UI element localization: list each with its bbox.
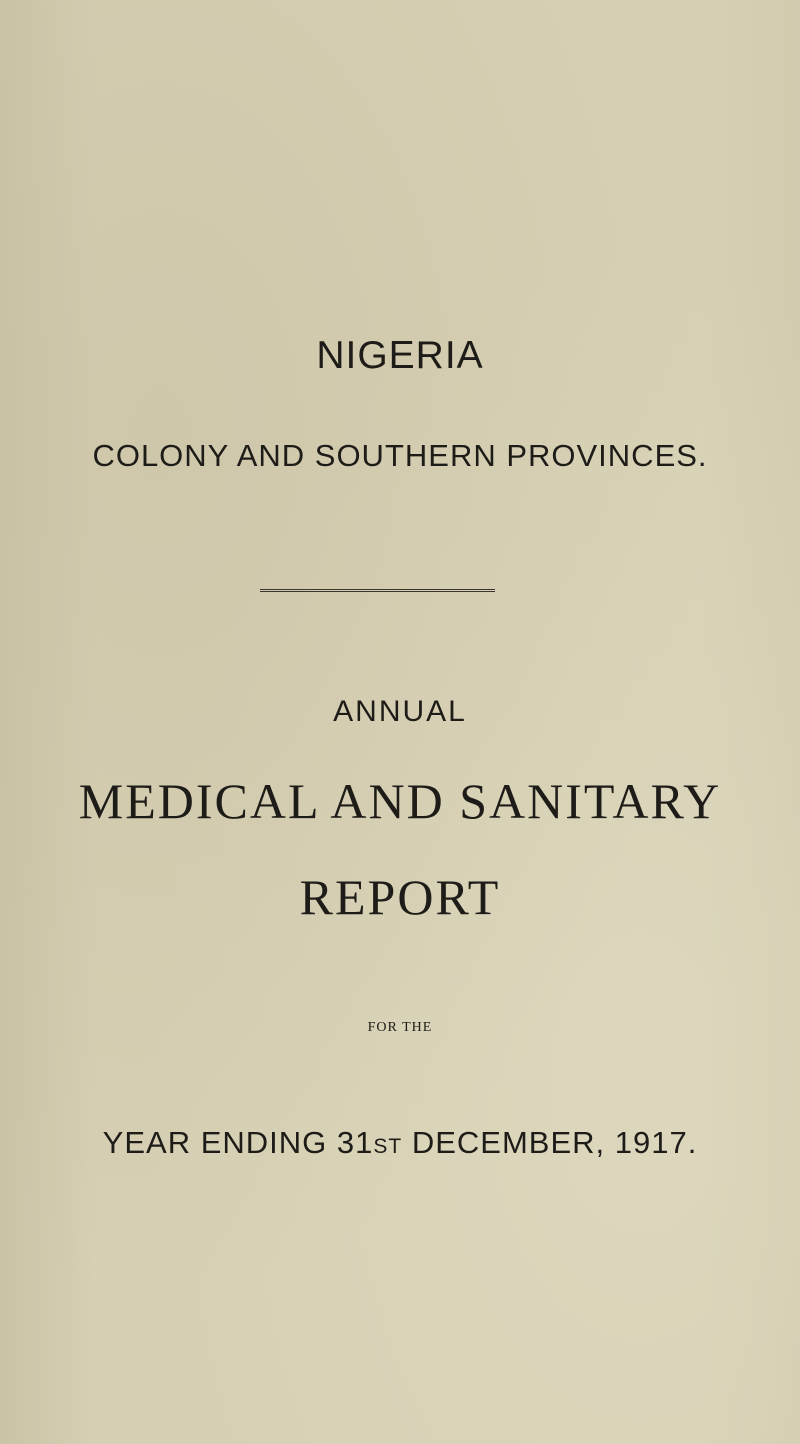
country-heading: NIGERIA [316,334,484,377]
double-rule-divider [260,589,495,592]
year-ending-line [0,1127,800,1158]
report-title-second-line: REPORT [299,869,501,925]
annual-label: ANNUAL [333,695,467,728]
report-title: MEDICAL AND SANITARY [78,773,722,829]
year-prefix: YEAR ENDING 31 [102,1125,374,1160]
for-the-label: FOR THE [367,1020,433,1035]
year-suffix: DECEMBER, 1917. [402,1125,698,1160]
region-heading: COLONY AND SOUTHERN PROVINCES. [92,438,708,473]
ordinal-suffix: ST [373,1135,403,1158]
